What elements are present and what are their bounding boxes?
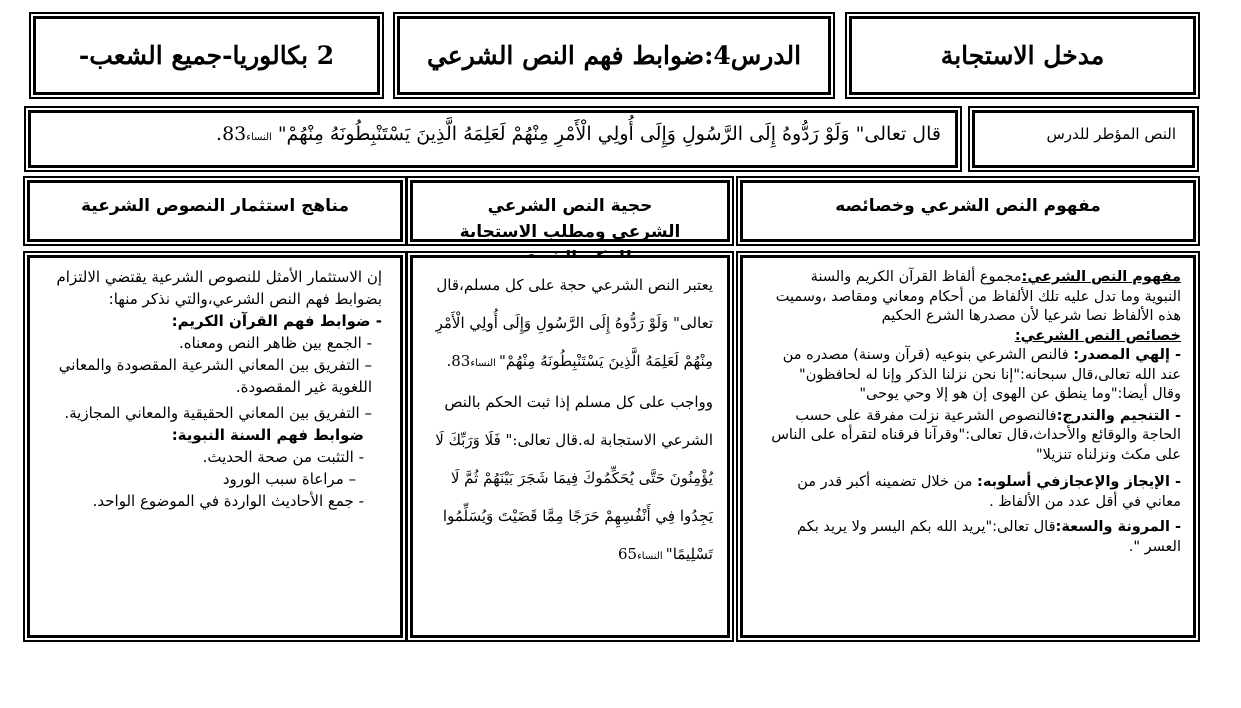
center-col-body [410, 255, 730, 638]
left-heading-2: ضوابط فهم السنة النبوية: [171, 426, 364, 444]
header-center-box [397, 16, 831, 95]
frame-verse-ref: النساء [246, 132, 272, 143]
frame-verse-intro: قال تعالى" [849, 123, 941, 145]
left-item-3: – التفريق بين المعاني الحقيقية والمعاني المجازية. [64, 404, 372, 422]
property-2-text: فالنصوص الشرعية نزلت مفرقة على حسب الحاجة والوقائع والأحداث،قال تعالى:"وقرآنا فرقناه لتقرأه على الناس على مكث ونزلناه تنزيلا" [771, 407, 1181, 463]
left-col-header-text: مناهج استثمار النصوص الشرعية [81, 196, 350, 216]
center-ref-1-num: 83. [446, 352, 471, 370]
property-3-label: - الإيجاز والإعجازفي أسلوبه: [977, 474, 1181, 490]
center-text-2: وواجب على كل مسلم إذا ثبت الحكم بالنص الشرعي الاستجابة له.قال تعالى:" [444, 393, 713, 449]
lesson-title: الدرس4:ضوابط فهم النص الشرعي [426, 41, 802, 70]
left-item-2: – التفريق بين المعاني الشرعية المقصودة والمعاني اللغوية غير المقصودة. [58, 356, 372, 396]
center-verse-1: وَلَوْ رَدُّوهُ إِلَى الرَّسُولِ وَإِلَى أُولِي الْأَمْرِ مِنْهُمْ لَعَلِمَهُ الَّذِينَ يَسْتَنْبِطُونَهُ مِنْهُمْ" [435, 314, 713, 370]
header-left-box [33, 16, 380, 95]
concept-text: مجموع ألفاظ القرآن الكريم والسنة النبوية وما تدل عليه تلك الألفاظ من أحكام ومعاني ومقاصد ،وسميت هذه الألفاظ نصا شرعيا لأن مصدرها الشرع الحكيم [775, 269, 1181, 324]
frame-label: النص المؤطر للدرس [1046, 125, 1176, 143]
right-col-header [740, 180, 1196, 242]
center-verse-2: فَلَا وَرَبِّكَ لَا يُؤْمِنُونَ حَتَّى يُحَكِّمُوكَ فِيمَا شَجَرَ بَيْنَهُمْ ثُمَّ لَا يَجِدُوا فِي أَنْفُسِهِمْ حَرَجًا مِمَّا قَضَيْتَ وَيُسَلِّمُوا تَسْلِيمًا" [435, 431, 713, 563]
center-ref-2: النساء [637, 551, 666, 562]
property-2-label: - التنجيم والتدرج: [1056, 407, 1181, 424]
frame-verse-ref-num: 83. [216, 123, 247, 145]
frame-verse-box [28, 110, 958, 168]
center-ref-2-num: 65 [618, 545, 638, 563]
left-item-6: - جمع الأحاديث الواردة في الموضوع الواحد. [92, 492, 364, 510]
frame-label-box [972, 110, 1195, 168]
level-title: 2 بكالوريا-جميع الشعب- [78, 41, 335, 70]
right-col-header-text: مفهوم النص الشرعي وخصائصه [835, 196, 1101, 216]
header-right-box [849, 16, 1196, 95]
left-item-1: - الجمع بين ظاهر النص ومعناه. [178, 334, 372, 352]
center-ref-1: النساء [470, 358, 500, 369]
left-heading-1: - ضوابط فهم القرآن الكريم: [171, 312, 382, 330]
left-col-header [27, 180, 403, 242]
left-intro: إن الاستثمار الأمثل للنصوص الشرعية يقتضي الالتزام بضوابط فهم النص الشرعي،والتي نذكر منها: [56, 268, 382, 308]
property-1-label: - إلهي المصدر: [1073, 347, 1181, 363]
property-1-text: فالنص الشرعي بنوعيه (قرآن وسنة) مصدره من عند الله تعالى،قال سبحانه:"إنا نحن نزلنا الذكر وإنا له لحافظون" وقال أيضا:"وما ينطق عن الهوى إن هو إلا وحي يوحى" [782, 347, 1181, 402]
center-col-header-text: حجية النص الشرعي الشرعي ومطلب الاستجابة [459, 196, 681, 242]
center-col-header [410, 180, 730, 242]
concept-label: مفهوم النص الشرعي: [1021, 269, 1181, 285]
left-item-4: - التثبت من صحة الحديث. [202, 448, 364, 466]
properties-label: خصائص النص الشرعي: [1014, 327, 1181, 344]
property-4-label: - المرونة والسعة: [1055, 519, 1181, 535]
right-col-body [740, 255, 1196, 638]
center-text-1: يعتبر النص الشرعي حجة على كل مسلم،قال تعالى" [436, 276, 713, 332]
property-3-text: من خلال تضمينه أكبر قدر من معاني في أقل عدد من الألفاظ . [797, 474, 1181, 510]
frame-verse: وَلَوْ رَدُّوهُ إِلَى الرَّسُولِ وَإِلَى أُولِي الْأَمْرِ مِنْهُمْ لَعَلِمَهُ الَّذِينَ يَسْتَنْبِطُونَهُ مِنْهُمْ" [277, 123, 850, 145]
property-4-text: قال تعالى:"يريد الله بكم اليسر ولا يريد بكم العسر ". [797, 519, 1181, 555]
left-item-5: – مراعاة سبب الورود [222, 470, 356, 488]
entry-title: مدخل الاستجابة [940, 41, 1105, 70]
left-col-body [27, 255, 403, 638]
